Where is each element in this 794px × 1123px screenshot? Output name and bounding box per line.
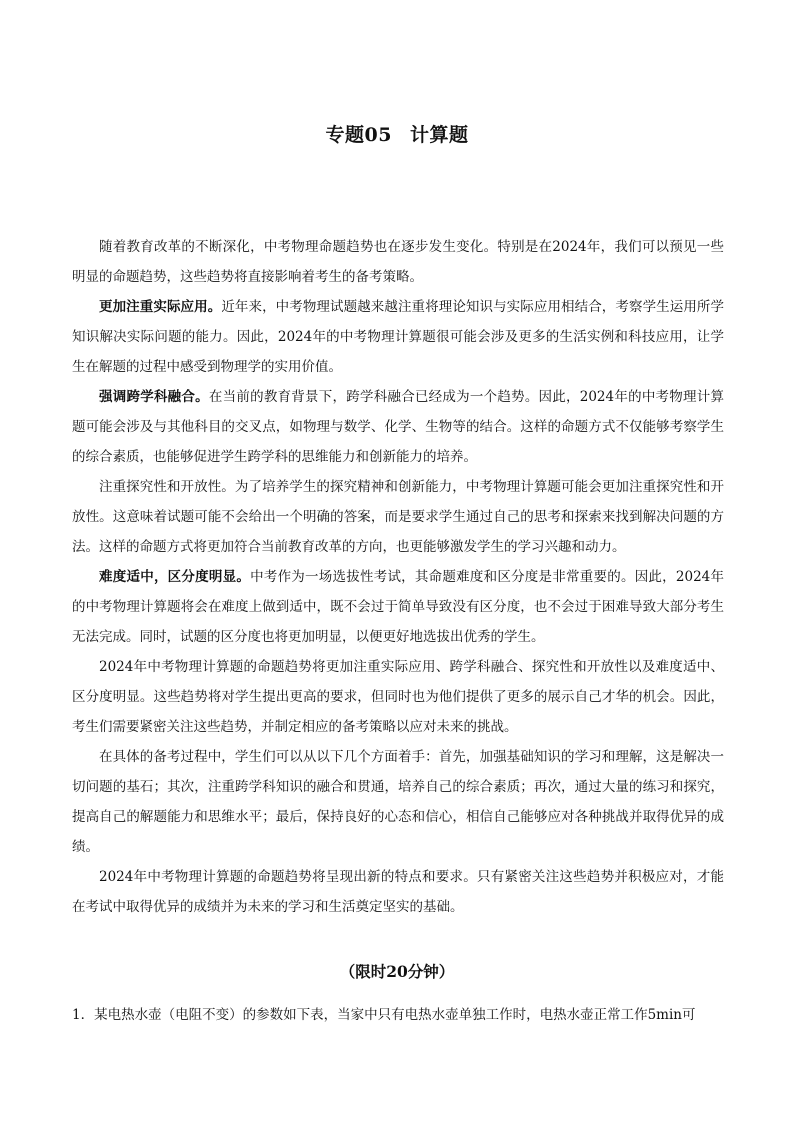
paragraph-text: 2024年中考物理计算题的命题趋势将更加注重实际应用、跨学科融合、探究性和开放性以及难度适中、区分度明显。这些趋势将对学生提出更高的要求，但同时也为他们提供了更多的展示自己才华的机会。因此，考生们需要紧密关注这些趋势，并制定相应的备考策略以应对未来的挑战。: [72, 659, 724, 735]
paragraph-conclusion: [72, 862, 724, 922]
page-title: [0, 120, 794, 147]
paragraph-summary: [72, 652, 724, 742]
paragraph-text: 随着教育改革的不断深化，中考物理命题趋势也在逐步发生变化。特别是在2024年，我们可以预见一些明显的命题趋势，这些趋势将直接影响着考生的备考策略。: [72, 239, 724, 285]
paragraph-interdisciplinary: [72, 382, 724, 472]
body-text: [72, 232, 724, 922]
paragraph-text: 近年来，中考物理试题越来越注重将理论知识与实际应用相结合，考察学生运用所学知识解决实际问题的能力。因此，2024年的中考物理计算题很可能会涉及更多的生活实例和科技应用，让学生在解题的过程中感受到物理学的实用价值。: [72, 299, 725, 375]
paragraph-exploratory: [72, 472, 724, 562]
paragraph-intro: [72, 232, 724, 292]
paragraph-text: 中考作为一场选拔性考试，其命题难度和区分度是非常重要的。因此，2024年的中考物理计算题将会在难度上做到适中，既不会过于简单导致没有区分度，也不会过于困难导致大部分考生无法完成。同时，试题的区分度也将更加明显，以便更好地选拔出优秀的学生。: [72, 569, 724, 645]
paragraph-lead: 更加注重实际应用。: [99, 299, 222, 315]
paragraph-lead: 难度适中，区分度明显。: [99, 569, 251, 585]
paragraph-preparation: [72, 742, 724, 862]
question-1: 1．某电热水壶（电阻不变）的参数如下表，当家中只有电热水壶单独工作时，电热水壶正常工作5min可: [72, 1007, 696, 1023]
time-limit-heading: （限时20分钟）: [339, 962, 455, 981]
paragraph-text: 注重探究性和开放性。为了培养学生的探究精神和创新能力，中考物理计算题可能会更加注重探究性和开放性。这意味着试题可能不会给出一个明确的答案，而是要求学生通过自己的思考和探索来找到解决问题的方法。这样的命题方式将更加符合当前教育改革的方向，也更能够激发学生的学习兴趣和动力。: [72, 479, 724, 555]
paragraph-text: 在具体的备考过程中，学生们可以从以下几个方面着手：首先，加强基础知识的学习和理解，这是解决一切问题的基石；其次，注重跨学科知识的融合和贯通，培养自己的综合素质；再次，通过大量的练习和探究，提高自己的解题能力和思维水平；最后，保持良好的心态和信心，相信自己能够应对各种挑战并取得优异的成绩。: [72, 749, 724, 855]
title-main: 计算题: [409, 124, 469, 146]
paragraph-text: 2024年中考物理计算题的命题趋势将呈现出新的特点和要求。只有紧密关注这些趋势并积极应对，才能在考试中取得优异的成绩并为未来的学习和生活奠定坚实的基础。: [72, 869, 724, 915]
paragraph-text: 在当前的教育背景下，跨学科融合已经成为一个趋势。因此，2024年的中考物理计算题可能会涉及与其他科目的交叉点，如物理与数学、化学、生物等的结合。这样的命题方式不仅能够考察学生的综合素质，也能够促进学生跨学科的思维能力和创新能力的培养。: [72, 389, 725, 465]
paragraph-lead: 强调跨学科融合。: [99, 389, 209, 405]
paragraph-practical-application: [72, 292, 724, 382]
paragraph-difficulty: [72, 562, 724, 652]
title-prefix: 专题05: [325, 124, 392, 146]
